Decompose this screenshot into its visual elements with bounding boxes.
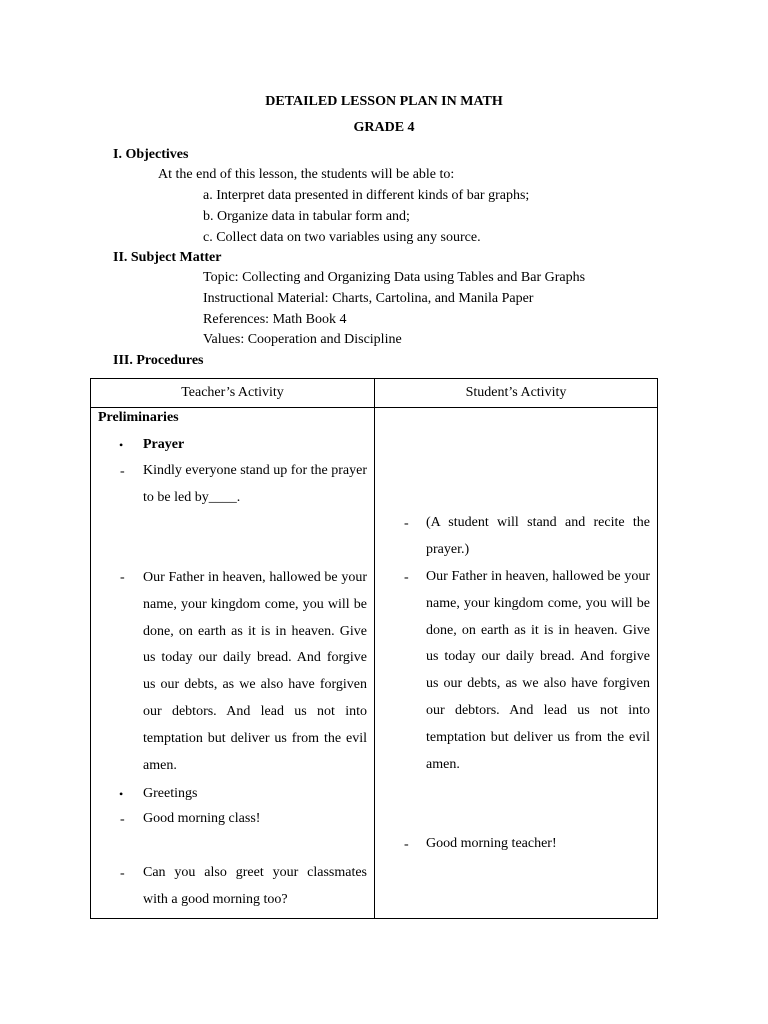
dash-marker: - [120,866,125,881]
subject-matter-line: Values: Cooperation and Discipline [203,332,402,347]
procedures-table [90,378,658,919]
dash-marker: - [404,837,409,852]
student-activity-cell [375,408,658,919]
objectives-heading: I. Objectives [113,147,189,162]
student-prayer-text: Our Father in heaven, hallowed be your name, your kingdom come, you will be done, on earth as it is in heaven. Give us today our daily bread. And forgive us our debts, as we also have forgiven our debtors. And lead us not into temptation but deliver us from the evil amen. [426,569,650,772]
procedures-heading: III. Procedures [113,353,204,368]
prayer-bullet: Prayer [143,437,185,452]
dash-marker: - [120,812,125,827]
preliminaries-label: Preliminaries [98,410,179,425]
greeting-reply: Good morning teacher! [426,836,557,851]
objective-item: a. Interpret data presented in different kinds of bar graphs; [203,188,530,203]
greetings-bullet: Greetings [143,786,198,801]
subject-matter-line: Topic: Collecting and Organizing Data using Tables and Bar Graphs [203,270,586,285]
subject-matter-heading: II. Subject Matter [113,250,222,265]
dash-marker: - [404,516,409,531]
bullet-icon: • [119,787,124,801]
subject-matter-line: References: Math Book 4 [203,312,347,327]
page-title: DETAILED LESSON PLAN IN MATH [265,94,503,109]
greet-classmates-line: Can you also greet your classmates with a good morning too? [143,865,367,907]
teacher-activity-cell [91,408,375,919]
subject-matter-line: Instructional Material: Charts, Cartolina, and Manila Paper [203,291,534,306]
dash-marker: - [120,464,125,479]
teacher-activity-header: Teacher’s Activity [91,379,375,408]
objectives-intro: At the end of this lesson, the students will be able to: [158,167,455,182]
teacher-prayer-text: Our Father in heaven, hallowed be your name, your kingdom come, you will be done, on earth as it is in heaven. Give us today our daily bread. And forgive us our debts, as we also have forgiven our debtors. And lead us not into temptation but deliver us from the evil amen. [143,570,367,773]
student-activity-header: Student’s Activity [375,379,658,408]
dash-marker: - [404,570,409,585]
objective-item: c. Collect data on two variables using any source. [203,230,481,245]
objective-item: b. Organize data in tabular form and; [203,209,410,224]
dash-marker: - [120,570,125,585]
bullet-icon: • [119,438,124,452]
prayer-instruction: Kindly everyone stand up for the prayer to be led by____. [143,463,367,505]
greeting-line: Good morning class! [143,811,261,826]
student-prayer-action: (A student will stand and recite the prayer.) [426,515,650,557]
grade-title: GRADE 4 [353,120,415,135]
